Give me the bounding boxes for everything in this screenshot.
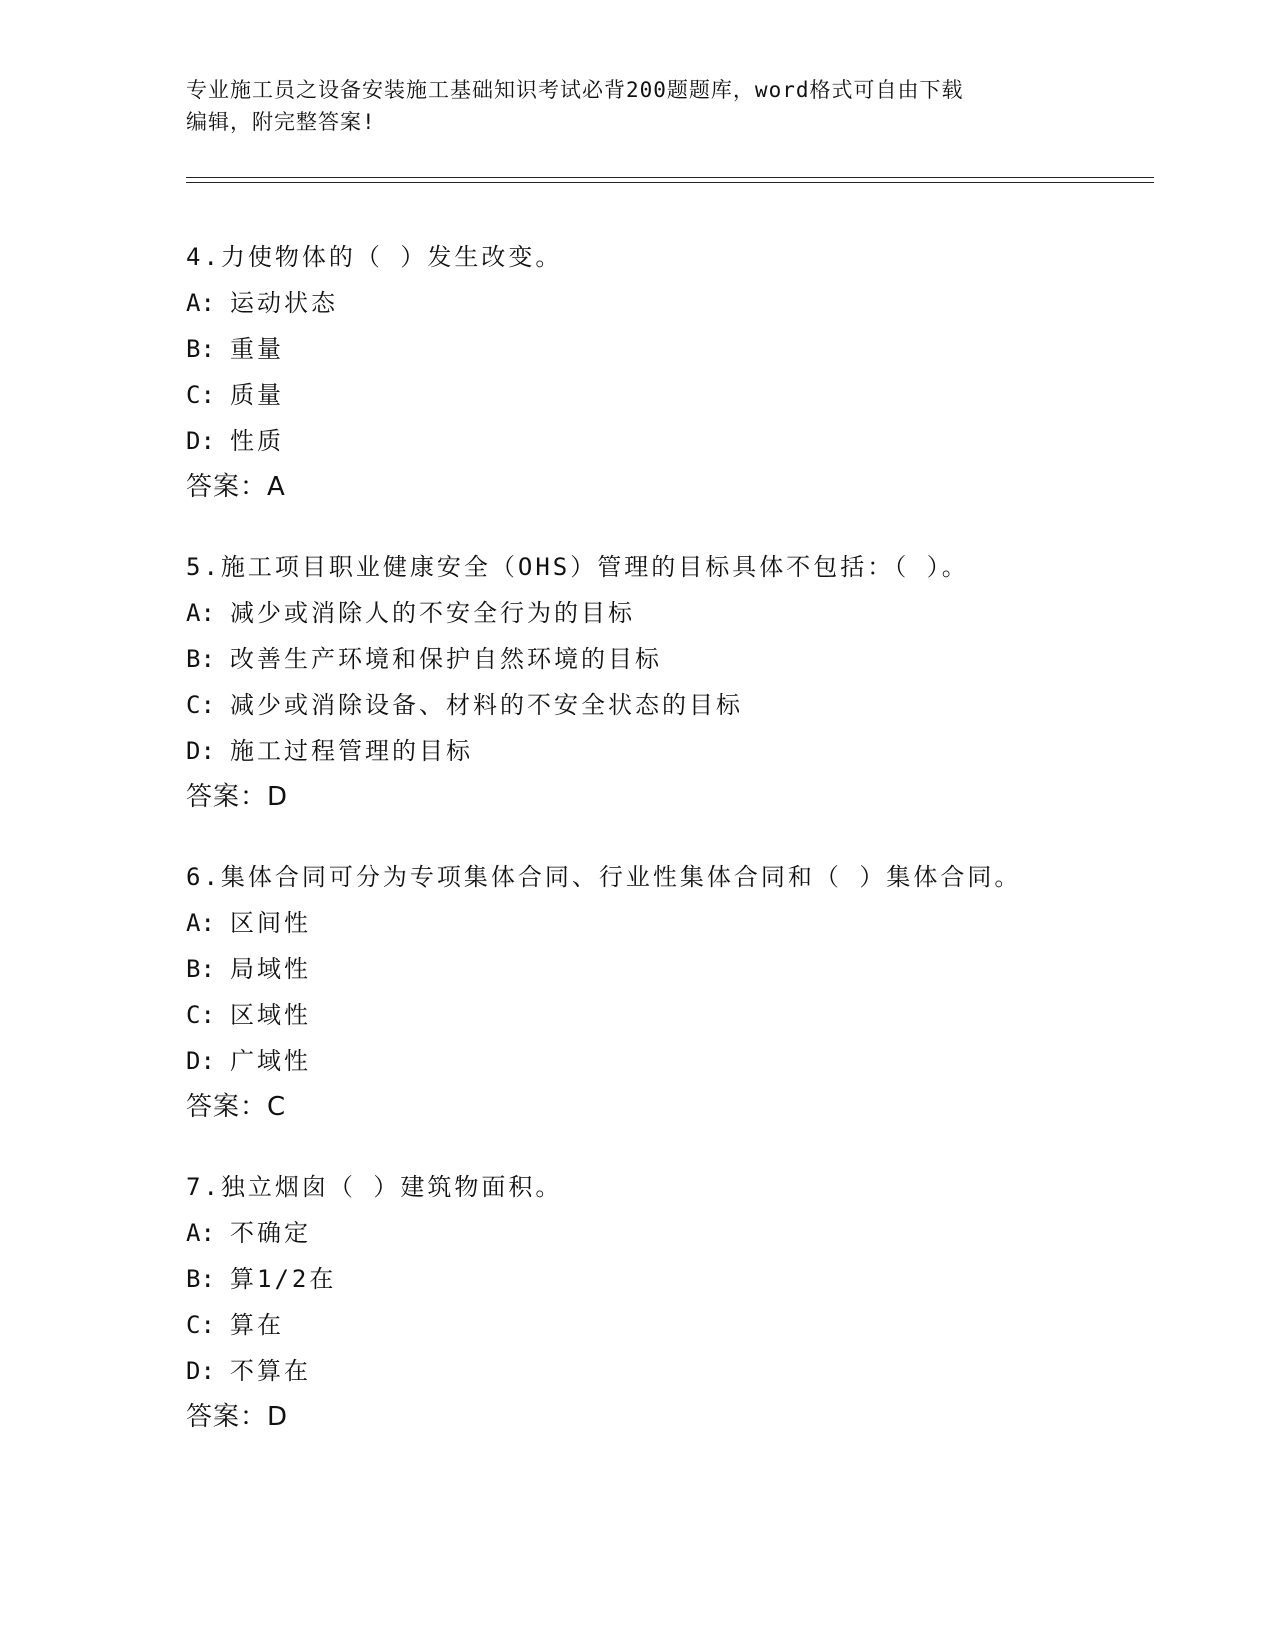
- option-c: [186, 682, 1166, 728]
- option-c: [186, 372, 1166, 418]
- option-b: [186, 326, 1166, 372]
- question-stem: 5.施工项目职业健康安全（OHS）管理的目标具体不包括：（ ）。: [186, 553, 969, 581]
- header-divider-bottom: [186, 182, 1154, 183]
- option-b: [186, 946, 1166, 992]
- option-d: [186, 1348, 1166, 1394]
- option-text: 不确定: [230, 1219, 311, 1247]
- option-d: [186, 728, 1166, 774]
- option-letter: D:: [186, 1047, 215, 1075]
- option-a: [186, 280, 1166, 326]
- question-item: [186, 544, 1166, 820]
- question-item: [186, 234, 1166, 510]
- option-letter: C:: [186, 1001, 215, 1029]
- option-letter: C:: [186, 381, 215, 409]
- answer-line: 答案：A: [186, 472, 286, 502]
- question-stem: 6.集体合同可分为专项集体合同、行业性集体合同和（ ）集体合同。: [186, 863, 1022, 891]
- header-divider-top: [186, 177, 1154, 178]
- option-b: [186, 1256, 1166, 1302]
- answer-line: 答案：C: [186, 1092, 287, 1122]
- option-text: 算在: [230, 1311, 284, 1339]
- option-letter: D:: [186, 1357, 215, 1385]
- option-b: [186, 636, 1166, 682]
- question-stem: 4.力使物体的（ ）发生改变。: [186, 243, 563, 271]
- question-item: [186, 1164, 1166, 1440]
- option-letter: D:: [186, 737, 215, 765]
- option-text: 局域性: [230, 955, 311, 983]
- option-text: 不算在: [230, 1357, 311, 1385]
- option-a: [186, 1210, 1166, 1256]
- document-header: [186, 74, 1086, 138]
- option-letter: C:: [186, 691, 215, 719]
- question-list: [186, 234, 1166, 1474]
- answer-line: 答案：D: [186, 1402, 289, 1432]
- option-letter: B:: [186, 1265, 215, 1293]
- option-letter: D:: [186, 427, 215, 455]
- option-text: 重量: [230, 335, 284, 363]
- option-text: 施工过程管理的目标: [230, 737, 473, 765]
- option-text: 运动状态: [230, 289, 338, 317]
- option-letter: B:: [186, 955, 215, 983]
- option-text: 区域性: [230, 1001, 311, 1029]
- option-text: 减少或消除设备、材料的不安全状态的目标: [230, 691, 743, 719]
- option-letter: B:: [186, 645, 215, 673]
- option-d: [186, 418, 1166, 464]
- option-text: 区间性: [230, 909, 311, 937]
- option-text: 改善生产环境和保护自然环境的目标: [230, 645, 662, 673]
- option-letter: A:: [186, 1219, 215, 1247]
- option-letter: A:: [186, 909, 215, 937]
- option-letter: C:: [186, 1311, 215, 1339]
- header-line-2: 编辑，附完整答案!: [186, 110, 376, 134]
- option-c: [186, 1302, 1166, 1348]
- answer-line: 答案：D: [186, 782, 289, 812]
- option-text: 算1/2在: [230, 1265, 337, 1293]
- option-c: [186, 992, 1166, 1038]
- option-a: [186, 590, 1166, 636]
- option-a: [186, 900, 1166, 946]
- option-text: 性质: [230, 427, 284, 455]
- option-text: 广域性: [230, 1047, 311, 1075]
- option-d: [186, 1038, 1166, 1084]
- question-item: [186, 854, 1166, 1130]
- option-letter: B:: [186, 335, 215, 363]
- option-letter: A:: [186, 599, 215, 627]
- option-letter: A:: [186, 289, 215, 317]
- option-text: 质量: [230, 381, 284, 409]
- option-text: 减少或消除人的不安全行为的目标: [230, 599, 635, 627]
- question-stem: 7.独立烟囱（ ）建筑物面积。: [186, 1173, 563, 1201]
- header-line-1: 专业施工员之设备安装施工基础知识考试必背200题题库，word格式可自由下载: [186, 78, 964, 102]
